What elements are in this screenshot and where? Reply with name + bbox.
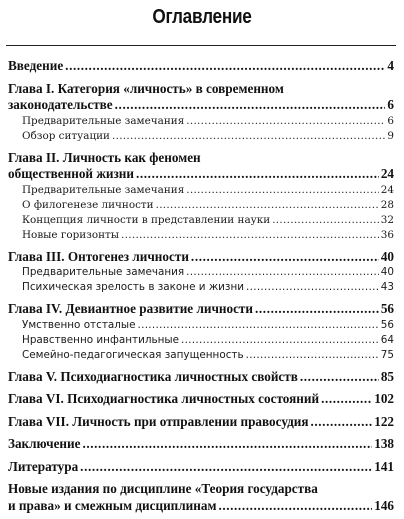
toc-page-number: 138 bbox=[374, 436, 394, 451]
toc-entry-label: Глава III. Онтогенез личности bbox=[8, 248, 189, 264]
toc-entry-chapter-2[interactable] bbox=[8, 150, 394, 183]
toc-subentry-label: Умственно отсталые bbox=[22, 318, 136, 331]
toc-subentry-label: Психическая зрелость в законе и жизни bbox=[22, 281, 245, 293]
toc-entry-chapter-6[interactable] bbox=[8, 391, 394, 408]
dot-leader bbox=[121, 228, 379, 243]
dot-leader bbox=[186, 183, 379, 198]
toc-entry-label: Глава IV. Девиантное развитие личности bbox=[8, 301, 254, 316]
toc-page-number: 6 bbox=[387, 97, 394, 112]
toc-page-number: 32 bbox=[380, 213, 394, 226]
toc-entry-chapter-4[interactable] bbox=[8, 301, 394, 318]
toc-subentry-label: Предварительные замечания bbox=[22, 266, 185, 278]
toc-entry-label: Новые издания по дисциплине «Теория государства bbox=[8, 481, 318, 496]
toc-subentry[interactable] bbox=[8, 198, 394, 213]
toc-subentry[interactable] bbox=[8, 129, 394, 144]
toc-subentry-label: Предварительные замечания bbox=[22, 114, 185, 127]
toc-entry-conclusion[interactable] bbox=[8, 436, 394, 453]
toc-entry-label: Литература bbox=[8, 458, 79, 474]
toc-page-number: 4 bbox=[387, 58, 394, 73]
toc-page-number: 75 bbox=[380, 348, 394, 361]
toc-subentry-label: Обзор ситуации bbox=[22, 129, 110, 142]
toc-page-number: 9 bbox=[387, 129, 394, 142]
toc-entry-chapter-3[interactable] bbox=[8, 249, 394, 266]
toc-page-number: 56 bbox=[380, 301, 394, 316]
dot-leader bbox=[255, 301, 379, 318]
toc-page-number: 64 bbox=[380, 333, 394, 346]
dot-leader bbox=[272, 213, 379, 228]
dot-leader bbox=[218, 498, 372, 515]
toc-page-number: 85 bbox=[380, 368, 394, 384]
toc-entry-label-continued: законодательстве bbox=[8, 97, 113, 112]
dot-leader bbox=[137, 318, 378, 333]
toc-entry-intro[interactable] bbox=[8, 58, 394, 75]
dot-leader bbox=[191, 249, 379, 266]
toc-subentry[interactable] bbox=[8, 348, 394, 363]
toc-page-number: 56 bbox=[380, 318, 394, 331]
dot-leader bbox=[246, 280, 379, 295]
toc-entry-label-continued: и права» и смежным дисциплинам bbox=[8, 497, 217, 513]
toc-entry-label-continued: общественной жизни bbox=[8, 166, 134, 181]
title-divider bbox=[6, 45, 396, 46]
toc-page-number: 146 bbox=[374, 497, 394, 513]
toc-subentry[interactable] bbox=[8, 318, 394, 333]
toc-entry-label: Заключение bbox=[8, 436, 81, 451]
toc-entry-literature[interactable] bbox=[8, 459, 394, 476]
toc-subentry-label: Семейно-педагогическая запущенность bbox=[22, 348, 244, 361]
toc-entry-chapter-7[interactable] bbox=[8, 414, 394, 431]
toc-subentry[interactable] bbox=[8, 280, 394, 295]
dot-leader bbox=[181, 333, 379, 348]
toc-entry-label: Глава VI. Психодиагностика личностных состояний bbox=[8, 391, 320, 406]
dot-leader bbox=[321, 391, 372, 408]
toc-page-number: 24 bbox=[380, 183, 394, 196]
toc-page-number: 28 bbox=[380, 198, 394, 211]
toc-page-number: 102 bbox=[374, 391, 394, 406]
toc-subentry[interactable] bbox=[8, 333, 394, 348]
toc-subentry-label: Предварительные замечания bbox=[22, 183, 185, 196]
dot-leader bbox=[136, 166, 379, 183]
toc-page-number: 36 bbox=[380, 228, 394, 241]
toc-page-number: 6 bbox=[387, 114, 394, 127]
toc-entry-chapter-1[interactable] bbox=[8, 81, 394, 114]
dot-leader bbox=[246, 348, 379, 363]
toc-page-number: 141 bbox=[374, 458, 394, 474]
dot-leader bbox=[300, 369, 379, 386]
toc-subentry[interactable] bbox=[8, 228, 394, 243]
dot-leader bbox=[186, 114, 385, 129]
dot-leader bbox=[82, 436, 372, 453]
toc-subentry[interactable] bbox=[8, 114, 394, 129]
dot-leader bbox=[112, 129, 385, 144]
toc-subentry-label: Концепция личности в представлении науки bbox=[22, 213, 271, 226]
toc-subentry[interactable] bbox=[8, 183, 394, 198]
dot-leader bbox=[186, 265, 379, 280]
toc-subentry-label: Нравственно инфантильные bbox=[22, 333, 179, 346]
toc-page-number: 122 bbox=[374, 413, 394, 429]
toc-entry-label: Глава V. Психодиагностика личностных свойств bbox=[8, 368, 298, 384]
toc-entry-label: Глава II. Личность как феномен bbox=[8, 149, 201, 165]
dot-leader bbox=[65, 58, 385, 75]
page-title: Оглавление bbox=[152, 6, 252, 28]
toc-entry-label: Введение bbox=[8, 58, 64, 73]
toc-subentry[interactable] bbox=[8, 213, 394, 228]
dot-leader bbox=[156, 198, 379, 213]
table-of-contents bbox=[8, 58, 394, 514]
toc-entry-label: Глава VII. Личность при отправлении правосудия bbox=[8, 413, 309, 429]
toc-entry-label: Глава I. Категория «личность» в современном bbox=[8, 80, 284, 96]
dot-leader bbox=[115, 97, 386, 114]
dot-leader bbox=[80, 459, 372, 476]
toc-page-number: 24 bbox=[380, 166, 394, 181]
toc-page-number: 40 bbox=[380, 248, 394, 264]
toc-page-number: 43 bbox=[380, 281, 394, 293]
toc-page-number: 40 bbox=[380, 266, 394, 278]
toc-subentry[interactable] bbox=[8, 265, 394, 280]
toc-entry-chapter-5[interactable] bbox=[8, 369, 394, 386]
dot-leader bbox=[310, 414, 372, 431]
toc-entry-new-editions[interactable] bbox=[8, 481, 394, 514]
toc-subentry-label: О филогенезе личности bbox=[22, 198, 154, 211]
toc-subentry-label: Новые горизонты bbox=[22, 228, 120, 241]
